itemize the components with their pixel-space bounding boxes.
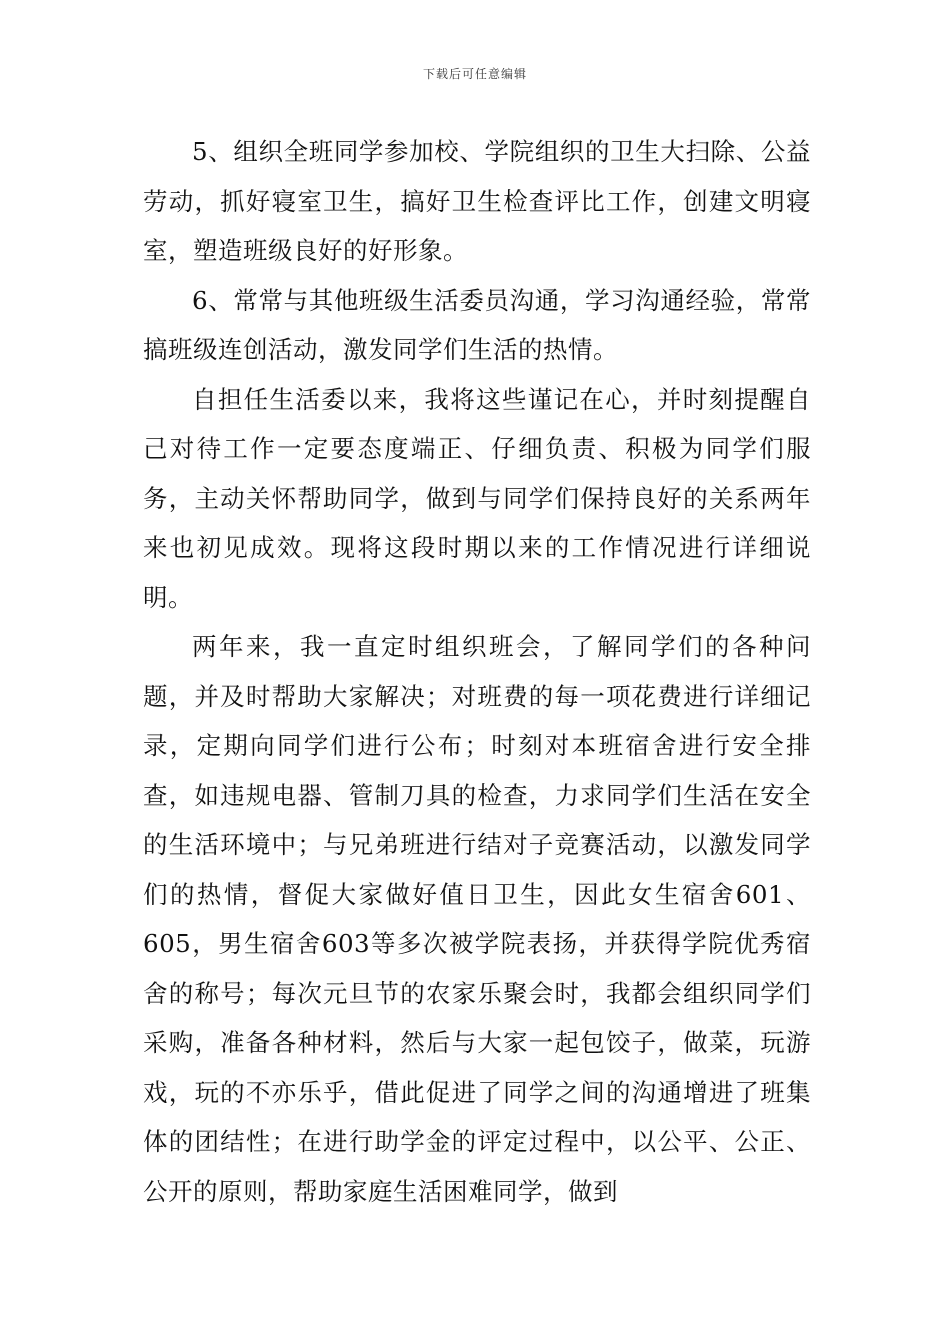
paragraph-two-years-work: 两年来，我一直定时组织班会，了解同学们的各种问题，并及时帮助大家解决；对班费的每一项花费进行详细记录，定期向同学们进行公布；时刻对本班宿舍进行安全排查，如违规电器、管制刀具的检查，力求同学们生活在安全的生活环境中；与兄弟班进行结对子竞赛活动，以激发同学们的热情，督促大家做好值日卫生，因此女生宿舍601、605，男生宿舍603等多次被学院表扬，并获得学院优秀宿舍的称号；每次元旦节的农家乐聚会时，我都会组织同学们采购，准备各种材料，然后与大家一起包饺子，做菜，玩游戏，玩的不亦乐乎，借此促进了同学之间的沟通增进了班集体的团结性；在进行助学金的评定过程中，以公平、公正、公开的原则，帮助家庭生活困难同学，做到 xyxy=(143,632,811,1206)
paragraph-item-5: 5、组织全班同学参加校、学院组织的卫生大扫除、公益劳动，抓好寝室卫生，搞好卫生检查评比工作，创建文明寝室，塑造班级良好的好形象。 xyxy=(143,137,811,265)
paragraph-since-appointment: 自担任生活委以来，我将这些谨记在心，并时刻提醒自己对待工作一定要态度端正、仔细负责、积极为同学们服务，主动关怀帮助同学，做到与同学们保持良好的关系两年来也初见成效。现将这段时期以来的工作情况进行详细说明。 xyxy=(143,384,811,612)
document-body xyxy=(143,127,811,1216)
page-header: 下载后可任意编辑 xyxy=(422,67,527,81)
paragraph-item-6: 6、常常与其他班级生活委员沟通，学习沟通经验，常常搞班级连创活动，激发同学们生活的热情。 xyxy=(143,285,811,364)
